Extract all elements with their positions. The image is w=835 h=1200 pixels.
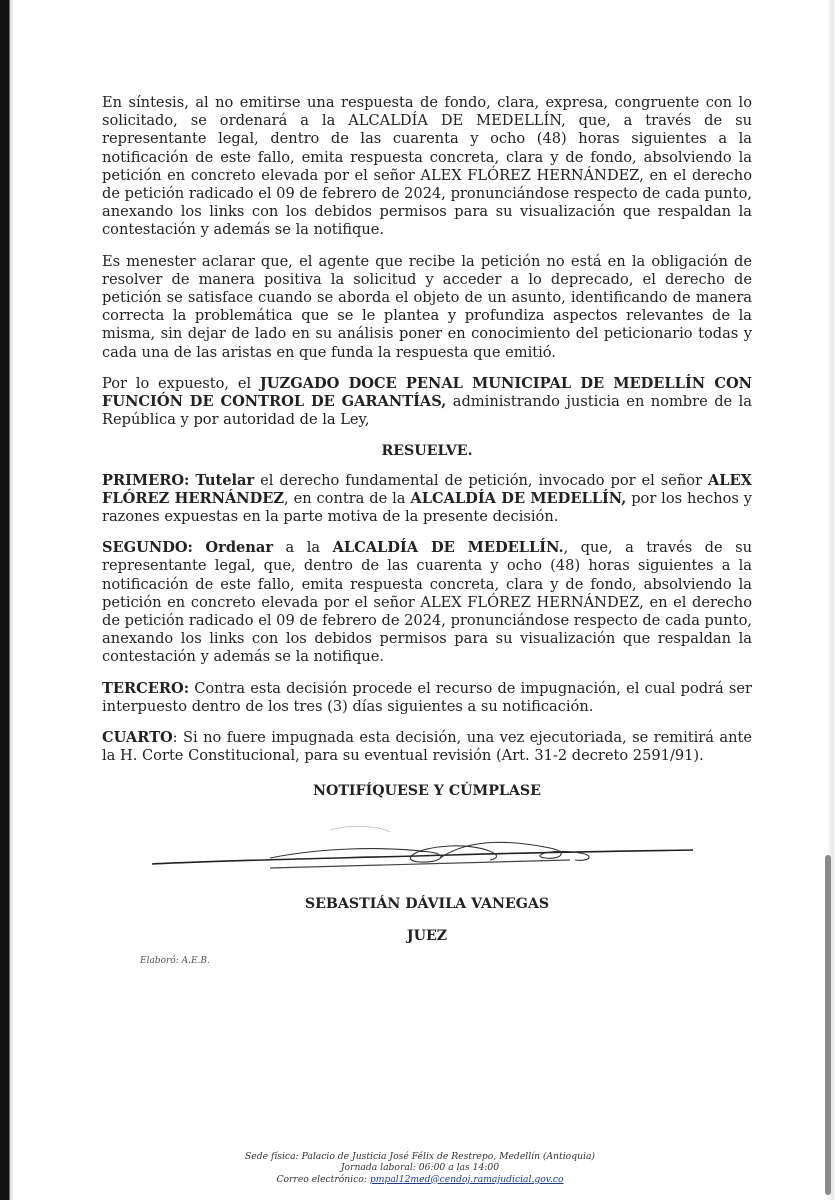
notifiquese-heading: NOTIFÍQUESE Y CÚMPLASE	[313, 783, 541, 799]
handwritten-signature	[150, 818, 695, 878]
court-name: JUZGADO DOCE PENAL MUNICIPAL DE MEDELLÍN CON FUNCIÓN DE CONTROL DE GARANTÍAS,	[102, 374, 752, 411]
ruling-primero: PRIMERO: Tutelar el derecho fundamental de petición, invocado por el señor ALEX FLÓREZ HERNÁNDEZ, en contra de la ALCALDÍA DE MEDELLÍN, por los hechos y razones expuestas en la parte motiva de la presente decisión.	[102, 471, 753, 526]
ruling-segundo: SEGUNDO: Ordenar a la ALCALDÍA DE MEDELLÍN., que, a través de su representante legal, que, dentro de las cuarenta y ocho (48) horas siguientes a la notificación de este fallo, emita respuesta concreta, clara y de fondo, absolviendo la petición en concreto elevada por el señor ALEX FLÓREZ HERNÁNDEZ, en el derecho de petición radicado el 09 de febrero de 2024, pronunciándose respecto de cada punto, anexando los links con los debidos permisos para su visualización que respaldan la contestación y además se la notifique.	[102, 539, 752, 666]
footer-hours: Jornada laboral: 06:00 a las 14:00	[340, 1162, 500, 1174]
scrollbar-thumb[interactable]	[825, 855, 831, 1195]
footer-email-link[interactable]: pmpal12med@cendoj.ramajudicial.gov.co	[369, 1173, 564, 1185]
ruling-tercero: TERCERO: Contra esta decisión procede el recurso de impugnación, el cual podrá ser interpuesto dentro de los tres (3) días siguientes a su notificación.	[102, 679, 752, 715]
footer-address: Sede física: Palacio de Justicia José Félix de Restrepo, Medellín (Antioquia)	[244, 1151, 596, 1162]
resuelve-heading: RESUELVE.	[381, 443, 473, 460]
document-body	[102, 94, 752, 779]
prepared-by-note: Elaboró: A.E.B.	[140, 956, 210, 966]
left-page-edge	[0, 0, 14, 1200]
footer-email-line: Correo electrónico: pmpal12med@cendoj.ramajudicial.gov.co	[276, 1173, 564, 1185]
paragraph-sintesis: En síntesis, al no emitirse una respuesta de fondo, clara, expresa, congruente con lo solicitado, se ordenará a la ALCALDÍA DE MEDELLÍN, que, a través de su representante legal, dentro de las cuarenta y ocho (48) horas siguientes a la notificación de este fallo, emita respuesta concreta, clara y de fondo, absolviendo la petición en concreto elevada por el señor ALEX FLÓREZ HERNÁNDEZ, en el derecho de petición radicado el 09 de febrero de 2024, pronunciándose respecto de cada punto, anexando los links con los debidos permisos para su visualización que respaldan la contestación y además se la notifique.	[102, 94, 752, 239]
ruling-cuarto: CUARTO: Si no fuere impugnada esta decisión, una vez ejecutoriada, se remitirá ante la H. Corte Constitucional, para su eventual revisión (Art. 31-2 decreto 2591/91).	[102, 729, 752, 765]
paragraph-aclaracion: Es menester aclarar que, el agente que recibe la petición no está en la obligación de resolver de manera positiva la solicitud y acceder a lo deprecado, el derecho de petición se satisface cuando se aborda el objeto de un asunto, identificando de manera correcta la problemática que se le plantea y profundiza aspectos relevantes de la misma, sin dejar de lado en su análisis poner en conocimiento del peticionario todas y cada una de las aristas en que funda la respuesta que emitió.	[102, 252, 752, 361]
signer-title: JUEZ	[406, 928, 448, 944]
signer-name: SEBASTIÁN DÁVILA VANEGAS	[304, 896, 550, 912]
paragraph-por-lo-expuesto: Por lo expuesto, el JUZGADO DOCE PENAL MUNICIPAL DE MEDELLÍN CON FUNCIÓN DE CONTROL DE GARANTÍAS, administrando justicia en nombre de la República y por autoridad de la Ley,	[102, 374, 752, 429]
page-footer	[180, 1151, 660, 1185]
entity-alcaldia: ALCALDÍA DE MEDELLÍN,	[348, 112, 566, 130]
